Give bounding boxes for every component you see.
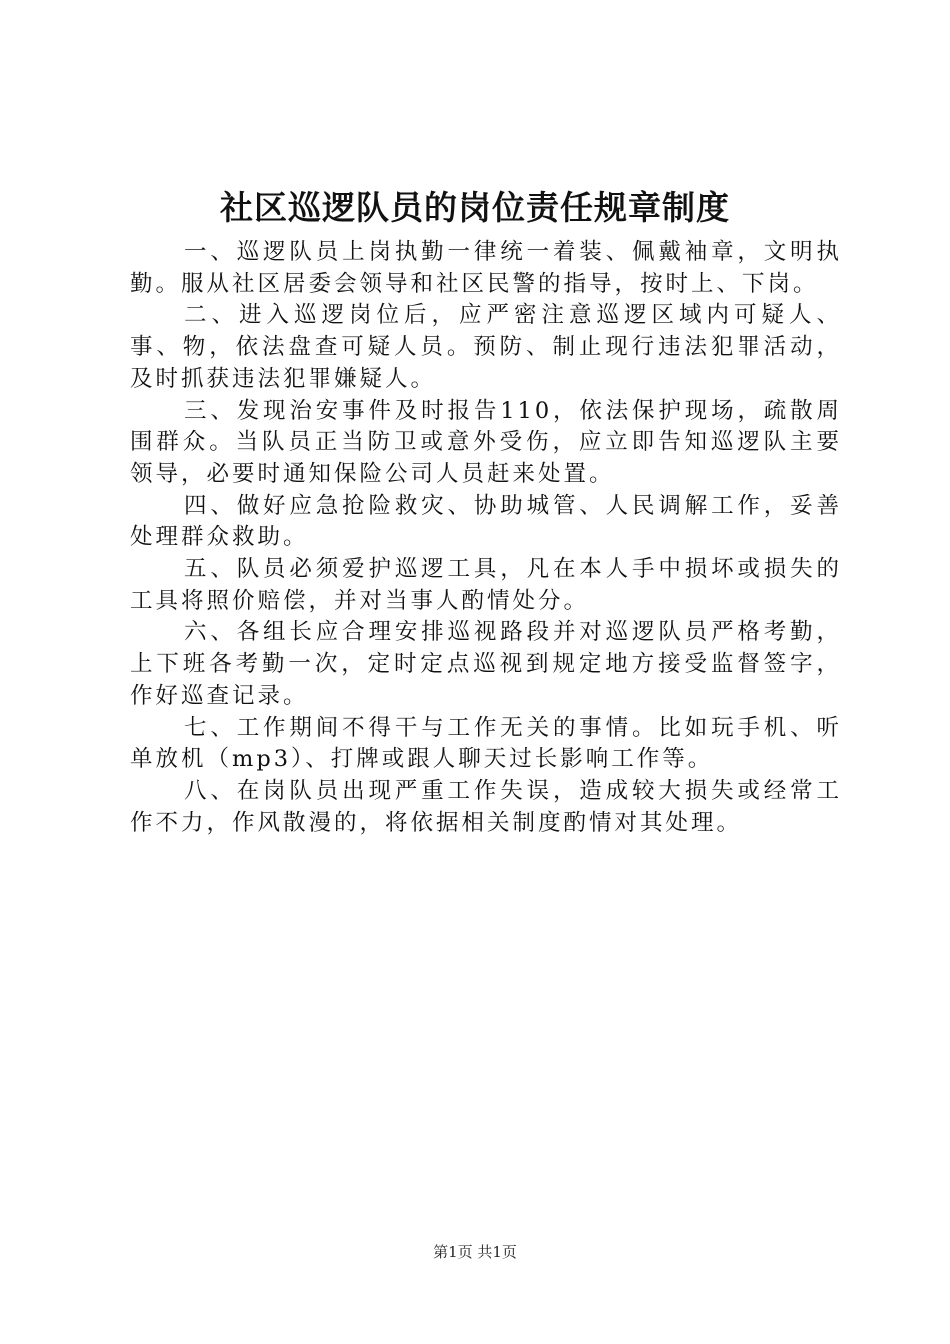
page-number-footer: 第1页 共1页: [433, 1243, 517, 1261]
rule-paragraph-1: 一、巡逻队员上岗执勤一律统一着装、佩戴袖章，文明执勤。服从社区居委会领导和社区民警的指导，按时上、下岗。: [130, 239, 842, 297]
rule-paragraph-7: 七、工作期间不得干与工作无关的事情。比如玩手机、听单放机（mp3）、打牌或跟人聊天过长影响工作等。: [130, 714, 842, 773]
rule-paragraph-2: 二、进入巡逻岗位后，应严密注意巡逻区域内可疑人、事、物，依法盘查可疑人员。预防、制止现行违法犯罪活动，及时抓获违法犯罪嫌疑人。: [130, 302, 842, 392]
rule-paragraph-5: 五、队员必须爱护巡逻工具，凡在本人手中损坏或损失的工具将照价赔偿，并对当事人酌情处分。: [130, 556, 842, 614]
rule-paragraph-3: 三、发现治安事件及时报告110，依法保护现场，疏散周围群众。当队员正当防卫或意外受伤，应立即告知巡逻队主要领导，必要时通知保险公司人员赶来处置。: [130, 397, 842, 487]
document-title: 社区巡逻队员的岗位责任规章制度: [220, 188, 730, 227]
rule-paragraph-6: 六、各组长应合理安排巡视路段并对巡逻队员严格考勤，上下班各考勤一次，定时定点巡视到规定地方接受监督签字，作好巡查记录。: [130, 619, 842, 709]
rule-paragraph-4: 四、做好应急抢险救灾、协助城管、人民调解工作，妥善处理群众救助。: [130, 492, 842, 551]
document-body: [130, 237, 842, 839]
rule-paragraph-8: 八、在岗队员出现严重工作失误，造成较大损失或经常工作不力，作风散漫的，将依据相关制度酌情对其处理。: [130, 777, 842, 836]
